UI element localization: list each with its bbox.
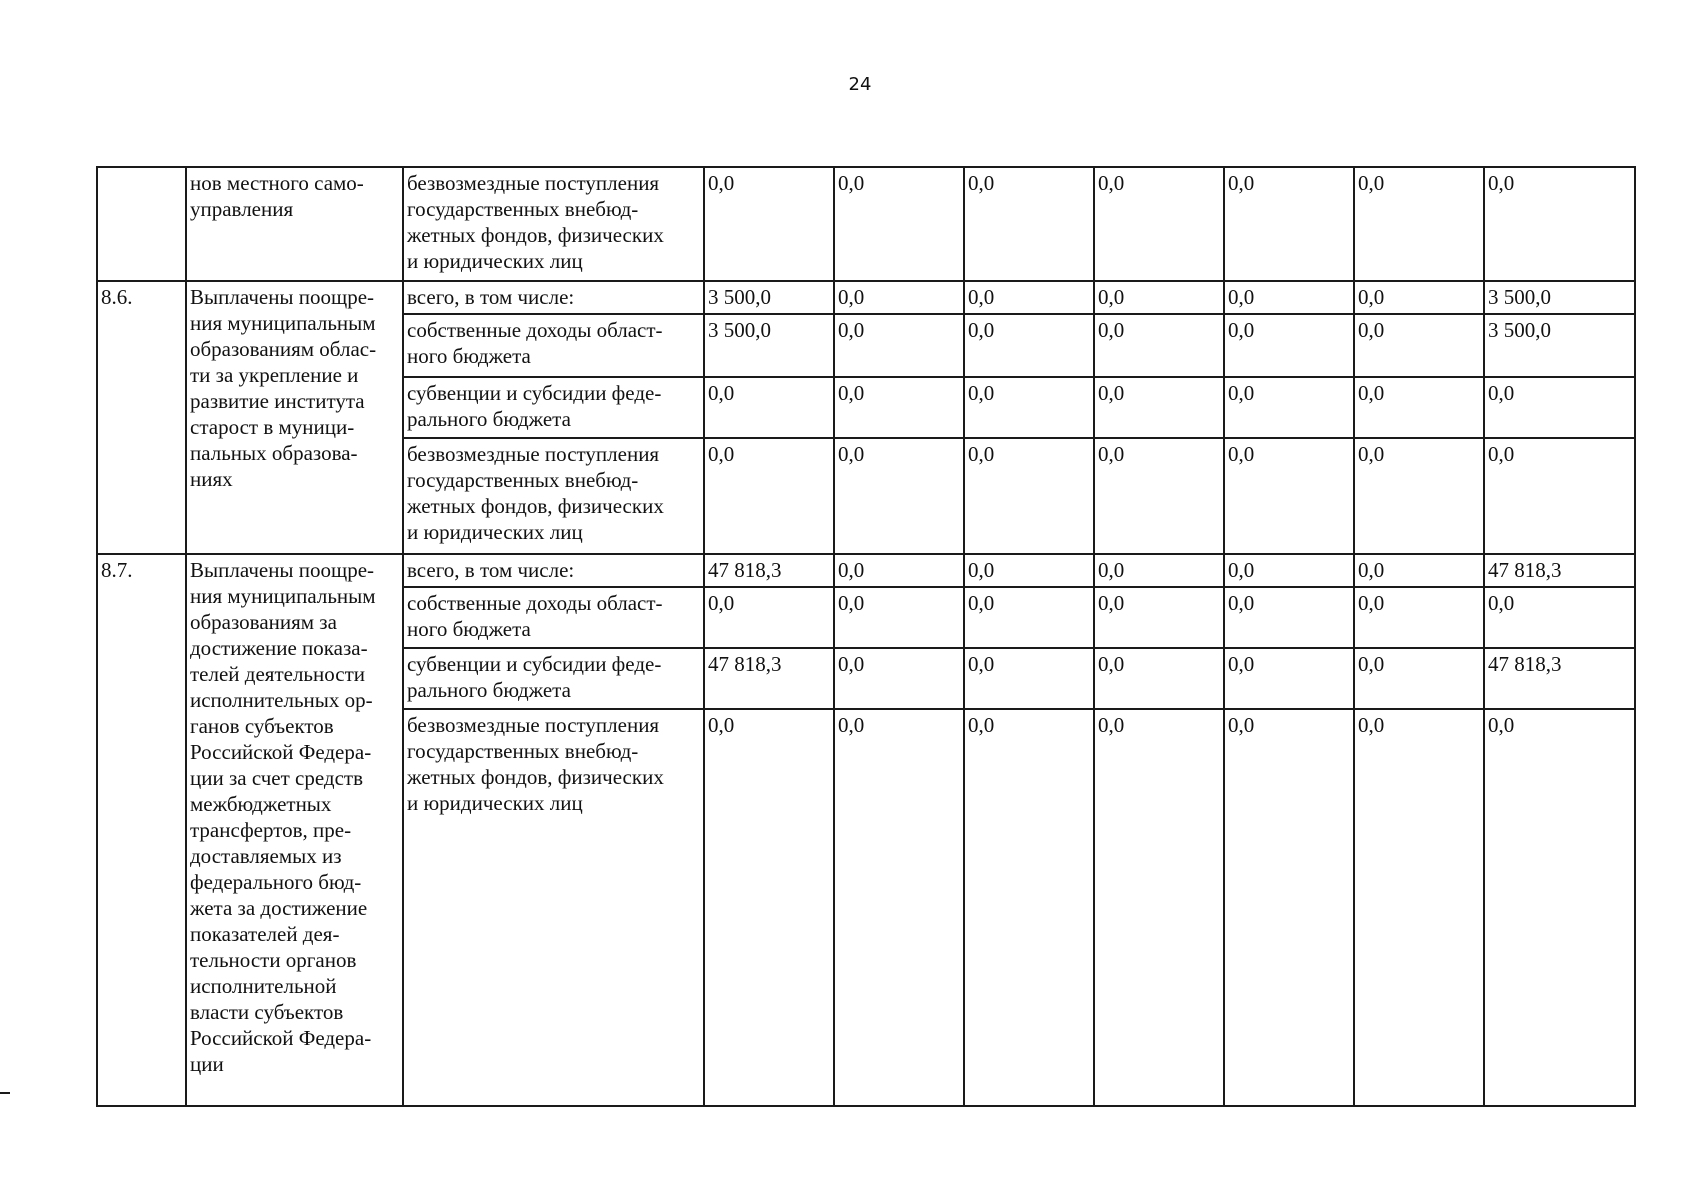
amount-cell: 0,0 (1354, 587, 1484, 648)
measure-name-cell: нов местного само- управления (186, 167, 403, 281)
amount-cell: 0,0 (1224, 709, 1354, 1106)
margin-mark (0, 1092, 10, 1094)
amount-cell: 0,0 (834, 377, 964, 438)
amount-cell: 3 500,0 (1484, 281, 1635, 314)
amount-cell: 0,0 (834, 587, 964, 648)
amount-cell: 0,0 (704, 587, 834, 648)
amount-cell: 0,0 (834, 648, 964, 709)
amount-cell: 0,0 (1224, 377, 1354, 438)
amount-cell: 0,0 (1094, 438, 1224, 554)
row-number-cell: 8.7. (97, 554, 186, 1106)
table-row (97, 167, 1635, 281)
amount-cell: 47 818,3 (1484, 648, 1635, 709)
budget-table (96, 166, 1636, 1107)
page-number: 24 (848, 74, 872, 95)
amount-cell: 0,0 (1354, 167, 1484, 281)
amount-cell: 0,0 (1094, 167, 1224, 281)
amount-cell: 0,0 (964, 438, 1094, 554)
amount-cell: 0,0 (1484, 587, 1635, 648)
amount-cell: 47 818,3 (704, 648, 834, 709)
amount-cell: 0,0 (834, 554, 964, 587)
amount-cell: 0,0 (834, 281, 964, 314)
amount-cell: 0,0 (704, 377, 834, 438)
amount-cell: 3 500,0 (1484, 314, 1635, 377)
amount-cell: 0,0 (1484, 709, 1635, 1106)
amount-cell: 47 818,3 (704, 554, 834, 587)
amount-cell: 0,0 (1354, 438, 1484, 554)
funding-source-cell: субвенции и субсидии феде- рального бюджета (403, 377, 704, 438)
amount-cell: 0,0 (1354, 554, 1484, 587)
amount-cell: 0,0 (1094, 709, 1224, 1106)
funding-source-cell: всего, в том числе: (403, 554, 704, 587)
amount-cell: 0,0 (704, 167, 834, 281)
row-number-cell (97, 167, 186, 281)
amount-cell: 0,0 (1354, 314, 1484, 377)
amount-cell: 0,0 (834, 709, 964, 1106)
amount-cell: 0,0 (1094, 587, 1224, 648)
row-number-cell: 8.6. (97, 281, 186, 554)
amount-cell: 0,0 (1224, 438, 1354, 554)
measure-name-cell: Выплачены поощре- ния муниципальным образованиям облас- ти за укрепление и развитие института старост в муници- пальных образова- ниях (186, 281, 403, 554)
amount-cell: 0,0 (1484, 438, 1635, 554)
amount-cell: 0,0 (1224, 648, 1354, 709)
funding-source-cell: субвенции и субсидии феде- рального бюджета (403, 648, 704, 709)
amount-cell: 0,0 (704, 709, 834, 1106)
amount-cell: 0,0 (964, 167, 1094, 281)
funding-source-cell: собственные доходы област- ного бюджета (403, 587, 704, 648)
amount-cell: 0,0 (1094, 554, 1224, 587)
amount-cell: 0,0 (834, 314, 964, 377)
amount-cell: 0,0 (1224, 281, 1354, 314)
table-row (97, 281, 1635, 314)
amount-cell: 0,0 (834, 167, 964, 281)
funding-source-cell: безвозмездные поступления государственных внебюд- жетных фондов, физических и юридических лиц (403, 709, 704, 1106)
amount-cell: 0,0 (964, 314, 1094, 377)
amount-cell: 0,0 (1094, 377, 1224, 438)
amount-cell: 0,0 (704, 438, 834, 554)
amount-cell: 0,0 (1094, 314, 1224, 377)
funding-source-cell: собственные доходы област- ного бюджета (403, 314, 704, 377)
amount-cell: 47 818,3 (1484, 554, 1635, 587)
amount-cell: 0,0 (964, 554, 1094, 587)
amount-cell: 0,0 (1224, 314, 1354, 377)
funding-source-cell: безвозмездные поступления государственных внебюд- жетных фондов, физических и юридических лиц (403, 167, 704, 281)
amount-cell: 0,0 (1354, 709, 1484, 1106)
amount-cell: 0,0 (964, 648, 1094, 709)
funding-source-cell: безвозмездные поступления государственных внебюд- жетных фондов, физических и юридических лиц (403, 438, 704, 554)
amount-cell: 3 500,0 (704, 314, 834, 377)
amount-cell: 0,0 (1354, 281, 1484, 314)
amount-cell: 3 500,0 (704, 281, 834, 314)
amount-cell: 0,0 (964, 709, 1094, 1106)
amount-cell: 0,0 (1484, 377, 1635, 438)
table-row (97, 554, 1635, 587)
amount-cell: 0,0 (1224, 554, 1354, 587)
amount-cell: 0,0 (964, 377, 1094, 438)
measure-name-cell: Выплачены поощре- ния муниципальным образованиям за достижение показа- телей деятельности исполнительных ор- ганов субъектов Российской Федера- ции за счет средств межбюджетных трансфертов, пре- доставляемых из федерального бюд- жета за достижение показателей дея- тельности органов исполнительной власти субъектов Российской Федера- ции (186, 554, 403, 1106)
amount-cell: 0,0 (1094, 281, 1224, 314)
amount-cell: 0,0 (834, 438, 964, 554)
amount-cell: 0,0 (1354, 377, 1484, 438)
amount-cell: 0,0 (964, 281, 1094, 314)
funding-source-cell: всего, в том числе: (403, 281, 704, 314)
amount-cell: 0,0 (1484, 167, 1635, 281)
amount-cell: 0,0 (1224, 587, 1354, 648)
amount-cell: 0,0 (1224, 167, 1354, 281)
amount-cell: 0,0 (1354, 648, 1484, 709)
amount-cell: 0,0 (1094, 648, 1224, 709)
amount-cell: 0,0 (964, 587, 1094, 648)
